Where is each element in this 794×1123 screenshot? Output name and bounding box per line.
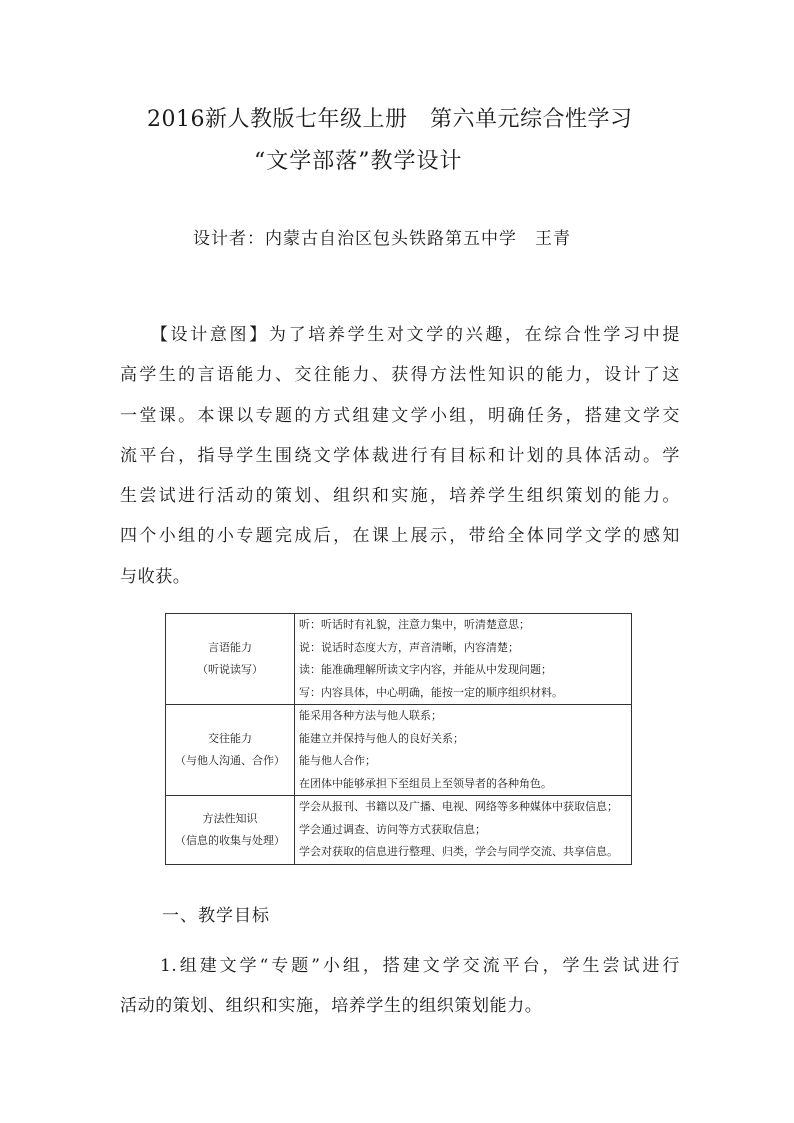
description-item: 说：说话时态度大方，声音清晰，内容清楚； xyxy=(299,640,519,654)
table-row xyxy=(166,614,632,705)
paragraph-line: 一堂课。本课以专题的方式组建文学小组，明确任务，搭建文学交 xyxy=(120,405,680,426)
category-cell xyxy=(166,705,295,796)
category-label: 交往能力 xyxy=(208,732,252,745)
section-heading-teaching-goals: 一、教学目标 xyxy=(162,906,270,926)
description-item: 听：听话时有礼貌，注意力集中，听清楚意思； xyxy=(299,618,530,631)
category-sublabel: （听说读写） xyxy=(197,663,263,676)
category-sublabel: （信息的收集与处理） xyxy=(175,833,285,847)
category-sublabel: （与他人沟通、合作） xyxy=(175,754,285,767)
category-label: 方法性知识 xyxy=(202,811,258,825)
paragraph-line: 四个小组的小专题完成后，在课上展示，带给全体同学文学的感知 xyxy=(120,526,680,547)
description-item: 能与他人合作； xyxy=(299,754,376,767)
description-item: 学会通过调查、访问等方式获取信息； xyxy=(299,822,486,836)
table-row xyxy=(166,796,632,865)
designer-credit: 设计者：内蒙古自治区包头铁路第五中学 王青 xyxy=(193,229,571,249)
paragraph-line: 1.组建文学“专题”小组，搭建文学交流平台，学生尝试进行 xyxy=(120,956,680,976)
paragraph-line: 高学生的言语能力、交往能力、获得方法性知识的能力，设计了这 xyxy=(120,365,680,386)
paragraph-line: 与收获。 xyxy=(120,566,191,587)
description-item: 在团体中能够承担下至组员上至领导者的各种角色。 xyxy=(299,776,552,790)
paragraph-line: 【设计意图】为了培养学生对文学的兴趣，在综合性学习中提 xyxy=(120,325,680,345)
description-item: 学会从报刊、书籍以及广播、电视、网络等多种媒体中获取信息； xyxy=(299,800,618,813)
document-title-line2: “文学部落”教学设计 xyxy=(254,149,463,174)
description-cell xyxy=(295,705,632,796)
ability-table xyxy=(165,613,632,865)
description-item: 写：内容具体，中心明确，能按一定的顺序组织材料。 xyxy=(299,685,563,699)
description-item: 能建立并保持与他人的良好关系； xyxy=(299,731,464,745)
description-cell xyxy=(295,796,632,865)
paragraph-line: 流平台，指导学生围绕文学体裁进行有目标和计划的具体活动。学 xyxy=(120,445,680,466)
description-item: 能采用各种方法与他人联系； xyxy=(299,709,442,722)
document-title-line1: 2016新人教版七年级上册 第六单元综合性学习 xyxy=(147,107,633,132)
description-cell xyxy=(295,614,632,705)
paragraph-line: 生尝试进行活动的策划、组织和实施，培养学生组织策划的能力。 xyxy=(120,486,680,507)
design-intent-paragraph xyxy=(120,315,680,597)
category-cell xyxy=(166,796,295,865)
description-item: 学会对获取的信息进行整理、归类，学会与同学交流、共享信息。 xyxy=(299,845,618,858)
table-row xyxy=(166,705,632,796)
category-label: 言语能力 xyxy=(208,641,252,654)
paragraph-line: 活动的策划、组织和实施，培养学生的组织策划能力。 xyxy=(120,996,543,1016)
goal-paragraph xyxy=(120,946,680,1026)
description-item: 读：能准确理解所读文字内容，并能从中发现问题； xyxy=(299,663,552,676)
category-cell xyxy=(166,614,295,705)
